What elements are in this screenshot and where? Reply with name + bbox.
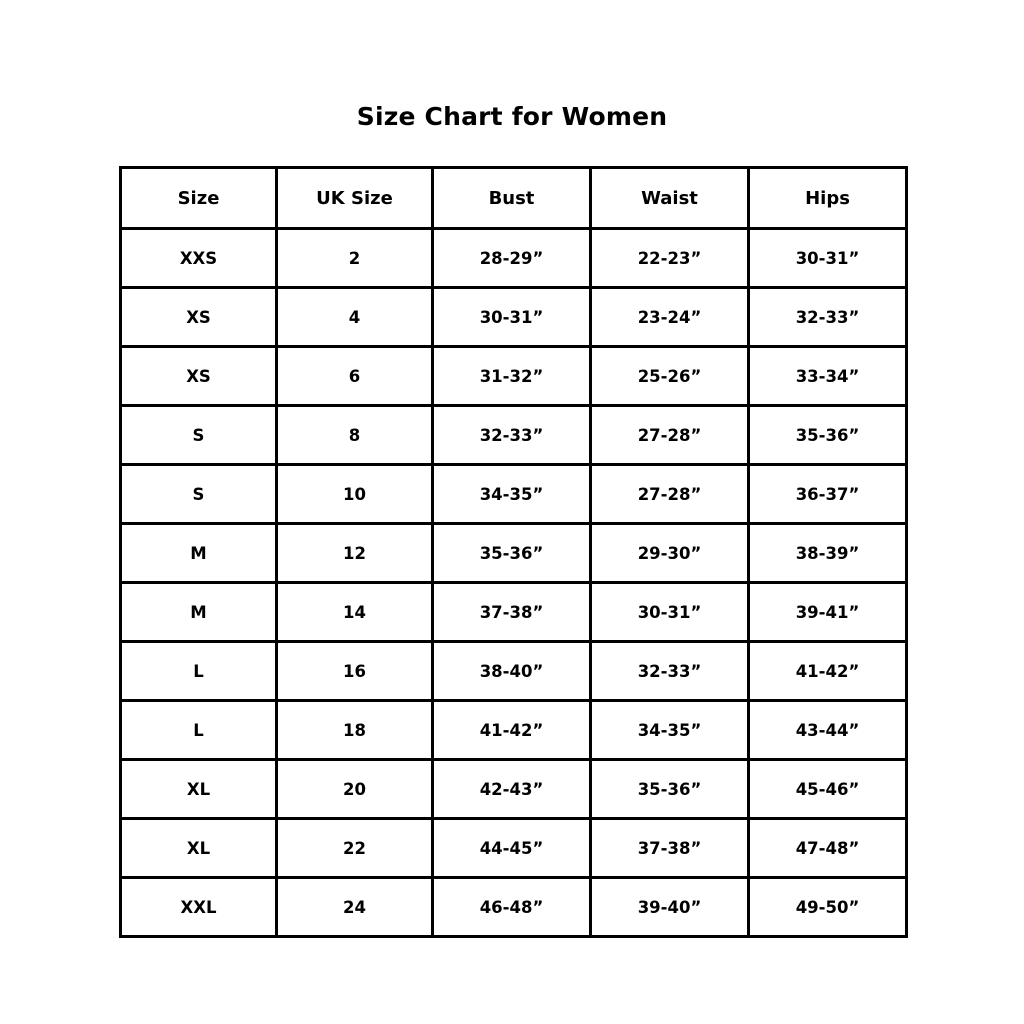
cell-bust: 42-43” xyxy=(433,760,591,819)
cell-size: XS xyxy=(121,288,277,347)
cell-uk: 22 xyxy=(277,819,433,878)
cell-bust: 35-36” xyxy=(433,524,591,583)
cell-hips: 49-50” xyxy=(749,878,907,937)
cell-uk: 12 xyxy=(277,524,433,583)
cell-waist: 30-31” xyxy=(591,583,749,642)
size-chart-table-container xyxy=(119,166,905,938)
table-row xyxy=(121,347,907,406)
cell-uk: 20 xyxy=(277,760,433,819)
cell-waist: 37-38” xyxy=(591,819,749,878)
cell-size: M xyxy=(121,583,277,642)
column-header-size: Size xyxy=(121,168,277,229)
table-header-row xyxy=(121,168,907,229)
cell-waist: 29-30” xyxy=(591,524,749,583)
size-chart-table xyxy=(119,166,908,938)
cell-bust: 31-32” xyxy=(433,347,591,406)
cell-hips: 38-39” xyxy=(749,524,907,583)
cell-bust: 34-35” xyxy=(433,465,591,524)
cell-uk: 24 xyxy=(277,878,433,937)
cell-bust: 32-33” xyxy=(433,406,591,465)
column-header-uk-size: UK Size xyxy=(277,168,433,229)
cell-waist: 22-23” xyxy=(591,229,749,288)
column-header-hips: Hips xyxy=(749,168,907,229)
table-header xyxy=(121,168,907,229)
cell-size: S xyxy=(121,465,277,524)
table-row xyxy=(121,701,907,760)
cell-waist: 27-28” xyxy=(591,465,749,524)
table-row xyxy=(121,524,907,583)
table-row xyxy=(121,760,907,819)
cell-hips: 36-37” xyxy=(749,465,907,524)
cell-waist: 25-26” xyxy=(591,347,749,406)
cell-waist: 35-36” xyxy=(591,760,749,819)
cell-hips: 33-34” xyxy=(749,347,907,406)
table-row xyxy=(121,288,907,347)
cell-hips: 47-48” xyxy=(749,819,907,878)
cell-bust: 37-38” xyxy=(433,583,591,642)
page-title: Size Chart for Women xyxy=(356,102,668,131)
cell-size: XL xyxy=(121,819,277,878)
cell-hips: 35-36” xyxy=(749,406,907,465)
cell-size: XXS xyxy=(121,229,277,288)
cell-size: XL xyxy=(121,760,277,819)
cell-bust: 28-29” xyxy=(433,229,591,288)
cell-waist: 32-33” xyxy=(591,642,749,701)
cell-uk: 4 xyxy=(277,288,433,347)
cell-hips: 43-44” xyxy=(749,701,907,760)
cell-uk: 6 xyxy=(277,347,433,406)
cell-hips: 39-41” xyxy=(749,583,907,642)
cell-bust: 30-31” xyxy=(433,288,591,347)
cell-hips: 45-46” xyxy=(749,760,907,819)
table-row xyxy=(121,229,907,288)
cell-waist: 34-35” xyxy=(591,701,749,760)
cell-uk: 14 xyxy=(277,583,433,642)
cell-uk: 2 xyxy=(277,229,433,288)
cell-size: XS xyxy=(121,347,277,406)
cell-bust: 38-40” xyxy=(433,642,591,701)
cell-bust: 46-48” xyxy=(433,878,591,937)
cell-size: XXL xyxy=(121,878,277,937)
column-header-waist: Waist xyxy=(591,168,749,229)
cell-uk: 16 xyxy=(277,642,433,701)
table-row xyxy=(121,642,907,701)
table-row xyxy=(121,465,907,524)
cell-size: M xyxy=(121,524,277,583)
cell-uk: 18 xyxy=(277,701,433,760)
table-row xyxy=(121,583,907,642)
cell-bust: 41-42” xyxy=(433,701,591,760)
cell-size: L xyxy=(121,701,277,760)
cell-hips: 41-42” xyxy=(749,642,907,701)
cell-uk: 10 xyxy=(277,465,433,524)
cell-waist: 23-24” xyxy=(591,288,749,347)
cell-waist: 39-40” xyxy=(591,878,749,937)
cell-size: S xyxy=(121,406,277,465)
cell-bust: 44-45” xyxy=(433,819,591,878)
cell-size: L xyxy=(121,642,277,701)
table-row xyxy=(121,406,907,465)
column-header-bust: Bust xyxy=(433,168,591,229)
table-row xyxy=(121,878,907,937)
table-row xyxy=(121,819,907,878)
cell-waist: 27-28” xyxy=(591,406,749,465)
table-body xyxy=(121,229,907,937)
cell-hips: 30-31” xyxy=(749,229,907,288)
cell-hips: 32-33” xyxy=(749,288,907,347)
cell-uk: 8 xyxy=(277,406,433,465)
